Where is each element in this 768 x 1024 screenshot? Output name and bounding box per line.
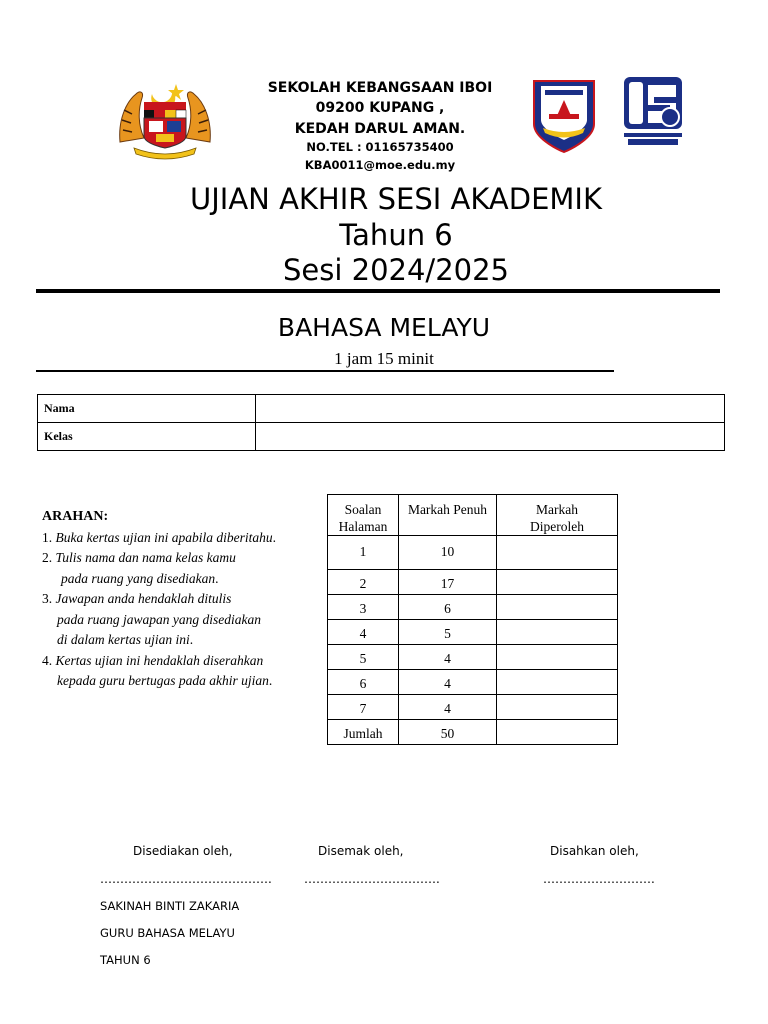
obtained-cell[interactable]: [497, 570, 618, 595]
school-address-line1: 09200 KUPANG ,: [315, 100, 445, 116]
table-row: [328, 536, 618, 570]
marks-header-row: [328, 495, 618, 536]
instruction-3-cont-1: pada ruang jawapan yang disediakan: [57, 611, 261, 627]
page-cell: 7: [328, 695, 399, 720]
obtained-cell[interactable]: [497, 536, 618, 570]
instruction-4: 4. Kertas ujian ini hendaklah diserahkan: [42, 652, 264, 668]
education-department-logo-icon: [622, 75, 684, 147]
name-row: [38, 395, 725, 423]
full-marks-cell: 10: [399, 536, 497, 570]
class-row: [38, 423, 725, 451]
total-label: Jumlah: [328, 720, 399, 745]
header-marks-obtained: Markah Diperoleh: [497, 495, 618, 536]
exam-grade: Tahun 6: [339, 218, 453, 252]
header-page: Soalan Halaman: [328, 495, 399, 536]
instructions: [42, 507, 276, 692]
name-field[interactable]: [256, 395, 725, 423]
exam-duration: 1 jam 15 minit: [334, 349, 434, 368]
subject-divider: [36, 370, 614, 372]
page-cell: 1: [328, 536, 399, 570]
prepared-signature-line: …………………………………….: [100, 872, 272, 886]
obtained-cell[interactable]: [497, 670, 618, 695]
page-cell: 4: [328, 620, 399, 645]
header-divider: [36, 289, 720, 293]
teacher-name: SAKINAH BINTI ZAKARIA: [100, 899, 240, 913]
school-badge-icon: [531, 78, 597, 154]
table-row: [328, 695, 618, 720]
full-marks-cell: 6: [399, 595, 497, 620]
full-marks-cell: 4: [399, 645, 497, 670]
approved-signature-line: ……………………….: [543, 872, 655, 886]
school-email: KBA0011@moe.edu.my: [304, 158, 456, 172]
exam-session: Sesi 2024/2025: [282, 253, 509, 287]
table-row: [328, 670, 618, 695]
marks-table: [327, 494, 618, 745]
teacher-class: TAHUN 6: [100, 953, 151, 967]
table-row: [328, 595, 618, 620]
total-row: [328, 720, 618, 745]
school-phone: NO.TEL : 01165735400: [306, 140, 454, 154]
instruction-4-cont: kepada guru bertugas pada akhir ujian.: [57, 673, 273, 688]
header-full-marks: Markah Penuh: [399, 495, 497, 536]
full-marks-cell: 4: [399, 670, 497, 695]
total-obtained[interactable]: [497, 720, 618, 745]
table-row: [328, 645, 618, 670]
teacher-role: GURU BAHASA MELAYU: [100, 926, 235, 940]
total-full-marks: 50: [399, 720, 497, 745]
checked-by-label: Disemak oleh,: [318, 844, 404, 858]
instruction-1: 1. Buka kertas ujian ini apabila diberitahu.: [42, 529, 276, 545]
exam-title: UJIAN AKHIR SESI AKADEMIK: [189, 182, 602, 216]
subject-title: BAHASA MELAYU: [277, 313, 491, 342]
instruction-2: 2. Tulis nama dan nama kelas kamu: [42, 550, 236, 565]
instruction-2-cont: pada ruang yang disediakan.: [61, 570, 219, 586]
obtained-cell[interactable]: [497, 595, 618, 620]
state-crest-icon: [116, 80, 214, 162]
table-row: [328, 570, 618, 595]
page-cell: 2: [328, 570, 399, 595]
page-cell: 3: [328, 595, 399, 620]
obtained-cell[interactable]: [497, 620, 618, 645]
obtained-cell[interactable]: [497, 645, 618, 670]
full-marks-cell: 17: [399, 570, 497, 595]
class-label: Kelas: [38, 423, 256, 451]
prepared-by-label: Disediakan oleh,: [133, 844, 233, 858]
page-cell: 6: [328, 670, 399, 695]
table-row: [328, 620, 618, 645]
instruction-3-cont-2: di dalam kertas ujian ini.: [57, 632, 194, 647]
instruction-3: 3. Jawapan anda hendaklah ditulis: [42, 591, 232, 606]
school-name: SEKOLAH KEBANGSAAN IBOI: [267, 80, 493, 96]
full-marks-cell: 5: [399, 620, 497, 645]
school-address-line2: KEDAH DARUL AMAN.: [294, 121, 466, 137]
approved-by-label: Disahkan oleh,: [550, 844, 639, 858]
page-cell: 5: [328, 645, 399, 670]
student-info-table: [37, 394, 725, 451]
full-marks-cell: 4: [399, 695, 497, 720]
checked-signature-line: …………………………….: [304, 872, 440, 886]
name-label: Nama: [38, 395, 256, 423]
class-field[interactable]: [256, 423, 725, 451]
obtained-cell[interactable]: [497, 695, 618, 720]
instructions-heading: ARAHAN:: [42, 509, 109, 524]
